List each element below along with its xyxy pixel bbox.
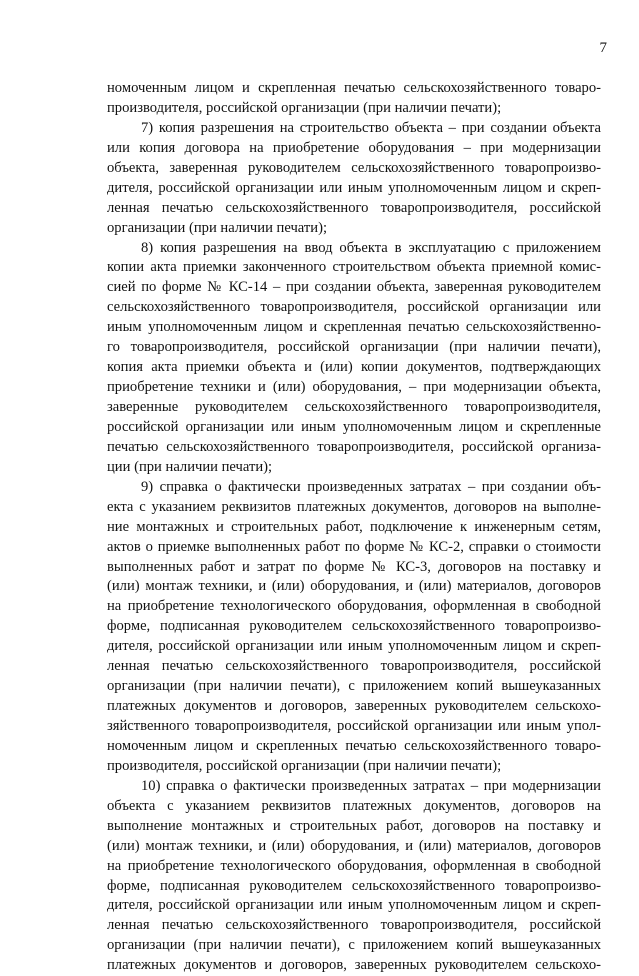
text-line: 9) справка о фактически произведенных затратах – при создании объ- [141,478,601,495]
text-line: платежных документов и договоров, заверенных руководителем сельскохо- [107,698,601,715]
text-line: печатью сельскохозяйственного товаропроизводителя, российской организа- [107,438,601,455]
text-line: организации (при наличии печати); [107,219,328,236]
text-line: 8) копия разрешения на ввод объекта в эксплуатацию с приложением [141,239,601,256]
text-line: копия акта приемки объекта и (или) копии документов, подтверждающих [107,359,601,376]
text-line: го товаропроизводителя, российской организации (при наличии печати), [107,339,601,356]
text-line: номоченным лицом и скрепленная печатью сельскохозяйственного товаро- [107,80,601,96]
text-line: ленная печатью сельскохозяйственного товаропроизводителя, российской [107,917,601,934]
text-line: форме, подписанная руководителем сельскохозяйственного товаропроизво- [107,877,601,894]
page-number: 7 [599,40,607,56]
text-line: ленная печатью сельскохозяйственного товаропроизводителя, российской [107,199,601,216]
text-line: приобретение техники и (или) оборудования, – при модернизации объекта, [107,379,601,396]
text-line: организации (при наличии печати), с приложением копий вышеуказанных [107,678,601,695]
text-line: номоченным лицом и скрепленных печатью сельскохозяйственного товаро- [107,737,601,754]
text-line: выполненных работ и затрат по форме № КС-3, договоров на поставку и [107,558,601,575]
text-line: дителя, российской организации или иным уполномоченным лицом и скреп- [107,897,601,914]
text-line: екта с указанием реквизитов платежных документов, договоров на выполне- [107,498,601,515]
text-line: на приобретение технологического оборудования, оформленная в свободной [107,598,601,615]
text-line: российской организации или иным уполномоченным лицом и скрепленные [107,418,601,435]
text-line: производителя, российской организации (при наличии печати); [107,99,502,116]
text-line: (или) монтаж техники, и (или) оборудования, и (или) материалов, договоров [107,578,601,595]
document-body [107,79,601,976]
text-line: объекта, заверенная руководителем сельскохозяйственного товаропроизво- [107,159,601,176]
text-line: на приобретение технологического оборудования, оформленная в свободной [107,857,601,874]
text-line: сельскохозяйственного товаропроизводителя, российской организации или [107,299,601,316]
text-line: выполнение монтажных и строительных работ, договоров на поставку и [107,817,601,834]
text-line: копии акта приемки законченного строительством объекта приемной комис- [107,259,601,276]
text-line: дителя, российской организации или иным уполномоченным лицом и скреп- [107,179,601,196]
text-line: дителя, российской организации или иным уполномоченным лицом и скреп- [107,638,601,655]
text-line: ции (при наличии печати); [107,458,273,475]
text-line: ние монтажных и строительных работ, подключение к инженерным сетям, [107,518,601,535]
text-line: заверенные руководителем сельскохозяйственного товаропроизводителя, [107,399,601,415]
text-line: 10) справка о фактически произведенных затратах – при модернизации [141,777,601,794]
text-line: форме, подписанная руководителем сельскохозяйственного товаропроизво- [107,618,601,635]
text-line: актов о приемке выполненных работ по форме № КС-2, справки о стоимости [107,538,601,555]
text-line: производителя, российской организации (при наличии печати); [107,757,502,774]
text-line: организации (при наличии печати), с приложением копий вышеуказанных [107,937,601,954]
text-line: зяйственного товаропроизводителя, российской организации или иным упол- [107,718,601,734]
text-line: объекта с указанием реквизитов платежных документов, договоров на [107,797,601,814]
text-line: (или) монтаж техники, и (или) оборудования, и (или) материалов, договоров [107,837,601,854]
text-line: ленная печатью сельскохозяйственного товаропроизводителя, российской [107,658,601,675]
text-line: 7) копия разрешения на строительство объекта – при создании объекта [141,119,601,136]
text-line: иным уполномоченным лицом и скрепленная печатью сельскохозяйственно- [107,319,601,336]
text-line: платежных документов и договоров, заверенных руководителем сельскохо- [107,957,601,974]
text-line: или копия договора на приобретение оборудования – при модернизации [107,139,601,156]
text-line: сией по форме № КС-14 – при создании объекта, заверенная руководителем [107,279,601,296]
